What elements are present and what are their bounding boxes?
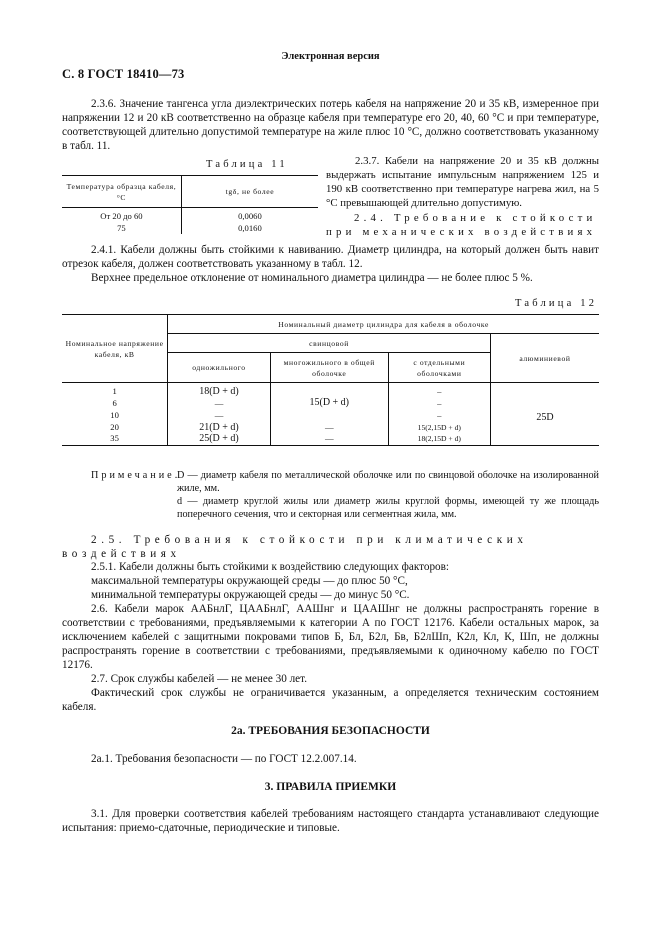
table-12-cell: 18(D + d) [168, 383, 271, 398]
table-12-cell: 35 [110, 433, 119, 444]
table-11-cell: От 20 до 60 [100, 211, 143, 221]
table-12-cell: 18(2,15D + d) [388, 433, 490, 445]
table-11-cell: 0,0060 [181, 208, 318, 223]
table-12-cell: — [270, 433, 388, 445]
table-12-cell: 10 [110, 409, 119, 420]
table-12-header-single: одножильного [168, 353, 271, 383]
table-11-cell: 75 [117, 222, 126, 233]
paragraph-2-4: 2.4. Требование к стойкости при механических воздействиях [326, 212, 597, 238]
table-12-cell: 21(D + d) [168, 421, 271, 433]
table-12-header-lead: свинцовой [168, 334, 491, 353]
table-12-header-separate: с отдельными оболочками [388, 353, 490, 383]
table-12-cell: 20 [110, 421, 119, 432]
paragraph-2-3-7: 2.3.7. Кабели на напряжение 20 и 35 кВ должны выдержать испытание импульсным напряжением 125 и 190 кВ соответственно при температуре нагрева жил, на 5 °С превышающей длительно допустимую. [326, 155, 599, 209]
paragraph-3-1: 3.1. Для проверки соответствия кабелей требованиям настоящего стандарта устанавливают следующие испытания: приемо-сдаточные, периодические и типовые. [62, 808, 599, 834]
page-number: С. 8 ГОСТ 18410—73 [62, 67, 185, 81]
table-11-cell: 0,0160 [181, 222, 318, 234]
table-11-header-tgd: tgδ, не более [181, 176, 318, 208]
heading-2a-safety: 2а. ТРЕБОВАНИЯ БЕЗОПАСНОСТИ [231, 725, 430, 737]
paragraph-2a-1: 2а.1. Требования безопасности — по ГОСТ 12.2.007.14. [91, 753, 357, 765]
table-12-cell: 25D [490, 383, 599, 446]
paragraph-2-5-1-min: минимальной температуры окружающей среды — до минус 50 °С. [91, 589, 410, 601]
table-12-cell: – [388, 397, 490, 409]
paragraph-2-7: 2.7. Срок службы кабелей — не менее 30 лет. [91, 673, 307, 685]
table-12-cell: 15(D + d) [270, 383, 388, 422]
table-12-cell: 15(2,15D + d) [388, 421, 490, 433]
table-12-header-multi: многожильного в общей оболочке [270, 353, 388, 383]
table-12-cell: 6 [112, 397, 117, 408]
table-12-cell: — [168, 397, 271, 409]
note-label: Примечание. [91, 470, 181, 481]
note-d-lower: d — диаметр круглой жилы или диаметр жилы круглой формы, имеющей ту же площадь поперечного сечения, что и секторная или сегментная жила, мм. [177, 496, 599, 520]
paragraph-2-5: 2.5. Требования к стойкости при климатических воздействиях [62, 534, 528, 560]
table-12-cell: — [168, 409, 271, 421]
table-12-cell: – [388, 409, 490, 421]
table-11-header-temperature: Температура образца кабеля, °С [66, 181, 177, 202]
paragraph-2-3-6: 2.3.6. Значение тангенса угла диэлектрических потерь кабеля на напряжение 20 и 35 кВ, измеренное при напряжении 12 и 20 кВ соответственно на образце кабеля при температуре его 20, 40, 60 °С и при температуре, соответствующей длительно допустимой температуре на жиле плюс 10 °С, должно соответствовать указанному в табл. 11. [62, 98, 599, 152]
table-12-cell: 25(D + d) [168, 433, 271, 445]
paragraph-2-5-1: 2.5.1. Кабели должны быть стойкими к воздействию следующих факторов: [91, 561, 450, 573]
paragraph-2-7-lifetime: Фактический срок службы не ограничивается указанным, а определяется техническим состоянием кабеля. [62, 687, 599, 713]
table-12-header-diameter: Номинальный диаметр цилиндра для кабеля в оболочке [168, 315, 599, 334]
electronic-version-label: Электронная версия [281, 51, 380, 62]
table-12-header-voltage: Номинальное напряжение кабеля, кВ [62, 315, 168, 383]
table-12-cell: — [270, 421, 388, 433]
table-12-cell: 1 [112, 386, 117, 396]
paragraph-2-5-1-max: максимальной температуры окружающей среды — до плюс 50 °С, [91, 575, 408, 587]
table-11 [62, 175, 318, 234]
heading-3-acceptance: 3. ПРАВИЛА ПРИЕМКИ [264, 781, 397, 793]
paragraph-2-4-1-deviation: Верхнее предельное отклонение от номинального диаметра цилиндра — не более плюс 5 %. [91, 272, 533, 284]
table-12-header-aluminum: алюминиевой [490, 334, 599, 383]
table-11-caption: Таблица 11 [206, 159, 288, 170]
table-12-cell: – [388, 383, 490, 398]
table-12-caption: Таблица 12 [515, 298, 598, 309]
paragraph-2-6: 2.6. Кабели марок ААБнлГ, ЦААБнлГ, ААШнг и ЦААШнг не должны распространять горение в соответствии с требованиями, предъявляемыми к категории А по ГОСТ 12176. Кабели остальных марок, за исключением кабелей с защитными покровами типов Б, Бл, Б2л, Бв, Б2лШп, К2л, Кл, К, Шп, не должны распространять горение в соответствии с требованиями, предъявляемыми к одиночному кабелю по ГОСТ 12176. [62, 603, 599, 671]
paragraph-2-4-1: 2.4.1. Кабели должны быть стойкими к навиванию. Диаметр цилиндра, на который должен быть навит отрезок кабеля, должен соответствовать указанному в табл. 12. [62, 244, 599, 270]
table-12 [62, 314, 599, 446]
note-d-upper: D — диаметр кабеля по металлической оболочке или по свинцовой оболочке на изолированной жиле, мм. [177, 470, 599, 494]
